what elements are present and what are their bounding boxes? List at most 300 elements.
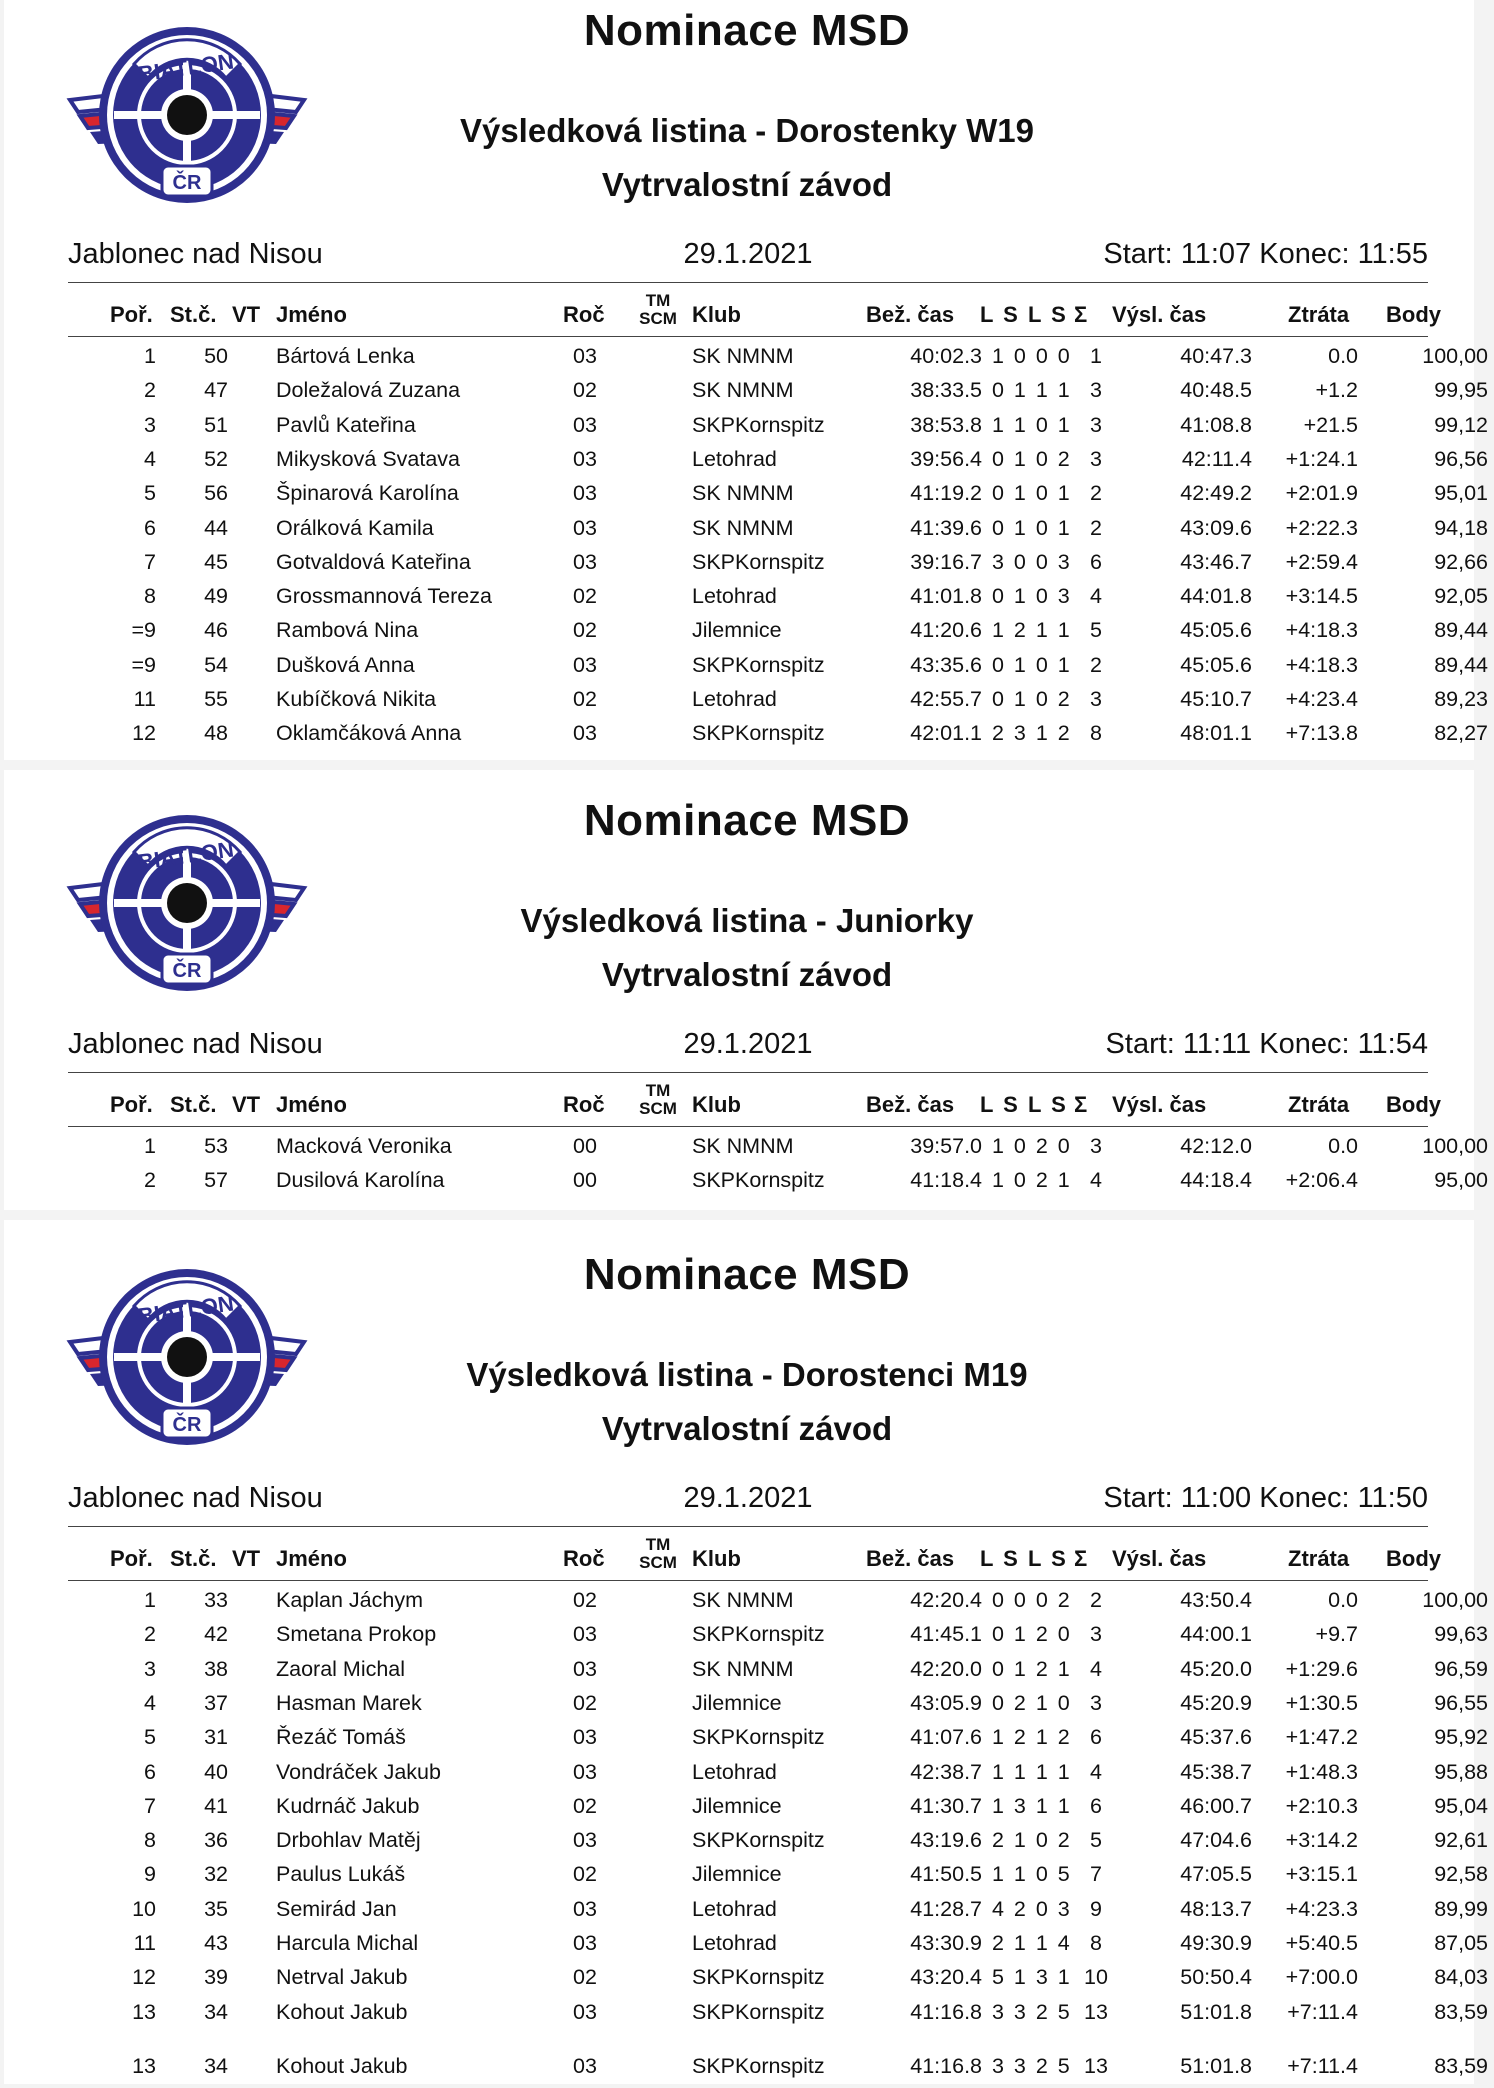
race-meta: [68, 1482, 1428, 1522]
result-time: 44:00.1: [1180, 1622, 1252, 1647]
points: 95,00: [1434, 1168, 1488, 1193]
penalty-sum: 6: [1090, 1725, 1102, 1750]
rank: 9: [144, 1862, 156, 1887]
club: SKPKornspitz: [692, 2054, 825, 2078]
header-rank: Poř.: [110, 1092, 153, 1117]
penalty-sum: 10: [1084, 1965, 1108, 1990]
penalty-sum: 3: [1090, 1622, 1102, 1647]
athlete-name: Orálková Kamila: [276, 515, 434, 540]
athlete-name: Paulus Lukáš: [276, 1862, 406, 1887]
ski-time: 43:35.6: [910, 652, 982, 677]
time-behind: +7:13.8: [1285, 721, 1358, 746]
athlete-name: Mikysková Svatava: [276, 446, 461, 471]
rank: 1: [144, 1588, 156, 1612]
ski-time: 41:01.8: [910, 584, 982, 609]
shooting-penalties: 2 3 1 2: [992, 721, 1071, 746]
ski-time: 41:18.4: [910, 1168, 982, 1193]
ski-time: 41:39.6: [910, 515, 982, 540]
rank: 4: [144, 446, 156, 471]
ski-time: 41:19.2: [910, 481, 982, 506]
rank: 7: [144, 549, 156, 574]
start-number: 57: [204, 1168, 228, 1193]
rank: 5: [144, 1725, 156, 1750]
result-time: 45:05.6: [1180, 618, 1252, 643]
points: 100,00: [1422, 1588, 1488, 1612]
ski-time: 42:55.7: [910, 687, 982, 711]
result-time: 50:50.4: [1180, 1965, 1252, 1990]
penalty-sum: 2: [1090, 481, 1102, 506]
athlete-name: Kohout Jakub: [276, 2054, 408, 2078]
ski-time: 43:19.6: [910, 1828, 982, 1853]
penalty-sum: 9: [1090, 1896, 1102, 1921]
ski-time: 41:28.7: [910, 1896, 982, 1921]
ski-time: 39:57.0: [910, 1134, 982, 1158]
shooting-penalties: 1 2 1 1: [992, 618, 1071, 643]
divider: [68, 1126, 1428, 1127]
time-behind: +2:59.4: [1285, 549, 1358, 574]
rank: 7: [144, 1793, 156, 1818]
club: Letohrad: [692, 1896, 777, 1921]
rank: 4: [144, 1690, 156, 1715]
start-number: 47: [204, 378, 228, 403]
logo-bottom-text: ČR: [172, 960, 202, 982]
header-start-number: St.č.: [170, 1546, 217, 1571]
time-behind: +7:00.0: [1285, 1965, 1358, 1990]
athlete-name: Doležalová Zuzana: [276, 378, 461, 403]
shooting-penalties: 4 2 0 3: [992, 1896, 1071, 1921]
venue: Jablonec nad Nisou: [68, 1482, 323, 1514]
table-row: [68, 687, 1488, 721]
penalty-sum: 3: [1090, 1690, 1102, 1715]
logo-bottom-text: ČR: [172, 1414, 202, 1436]
table-row: [68, 1588, 1488, 1622]
time-behind: +7:11.4: [1287, 2054, 1358, 2078]
race-date: 29.1.2021: [683, 238, 813, 270]
time-behind: 0.0: [1328, 344, 1358, 368]
shooting-penalties: 0 1 0 2: [992, 446, 1071, 471]
club: SKPKornspitz: [692, 1999, 825, 2024]
athlete-name: Vondráček Jakub: [276, 1759, 441, 1784]
table-row: [68, 1168, 1488, 1202]
points: 83,59: [1434, 1999, 1488, 2024]
birth-year: 02: [573, 1965, 597, 1990]
start-number: 34: [204, 1999, 228, 2024]
table-row: [68, 618, 1488, 652]
header-vt: VT: [232, 1092, 261, 1117]
result-time: 44:01.8: [1180, 584, 1252, 609]
club: SKPKornspitz: [692, 721, 825, 746]
start-number: 53: [204, 1134, 228, 1158]
rank: 12: [132, 721, 156, 746]
start-end-time: Start: 11:11 Konec: 11:54: [1105, 1028, 1428, 1060]
header-sum: Σ: [1074, 1092, 1088, 1117]
penalty-sum: 8: [1090, 1931, 1102, 1955]
header-rank: Poř.: [110, 302, 153, 327]
club: SK NMNM: [692, 515, 794, 540]
points: 95,04: [1434, 1793, 1488, 1818]
header-ski-time: Bež. čas: [866, 1092, 955, 1117]
divider: [68, 1072, 1428, 1073]
result-time: 42:12.0: [1180, 1134, 1252, 1158]
start-number: 32: [204, 1862, 228, 1887]
header-shooting: L S L S: [980, 302, 1068, 327]
table-row: [68, 1828, 1488, 1862]
start-number: 38: [204, 1656, 228, 1681]
rank: 1: [144, 344, 156, 368]
logo-top-text: BIATLON: [136, 836, 236, 875]
start-number: 37: [204, 1690, 228, 1715]
start-end-time: Start: 11:00 Konec: 11:50: [1103, 1482, 1428, 1514]
results-list-title: Výsledková listina - Dorostenci M19: [466, 1356, 1028, 1393]
header-vt: VT: [232, 302, 261, 327]
start-number: 41: [204, 1793, 228, 1818]
time-behind: +7:11.4: [1287, 1999, 1358, 2024]
results-list-title: Výsledková listina - Juniorky: [520, 902, 974, 939]
result-time: 45:20.0: [1180, 1656, 1252, 1681]
result-time: 45:37.6: [1180, 1725, 1252, 1750]
result-time: 45:38.7: [1180, 1759, 1252, 1784]
athlete-name: Bártová Lenka: [276, 344, 415, 368]
result-time: 51:01.8: [1180, 1999, 1252, 2024]
header-result-time: Výsl. čas: [1112, 1546, 1207, 1571]
athlete-name: Dušková Anna: [276, 652, 415, 677]
shooting-penalties: 2 1 1 4: [992, 1931, 1071, 1955]
table-row: [68, 344, 1488, 378]
divider: [68, 1526, 1428, 1527]
points: 87,05: [1434, 1931, 1488, 1955]
table-row: [68, 515, 1488, 550]
points: 92,05: [1434, 584, 1488, 609]
points: 96,55: [1434, 1690, 1488, 1715]
points: 95,88: [1434, 1759, 1488, 1784]
penalty-sum: 2: [1090, 515, 1102, 540]
result-time: 45:10.7: [1180, 687, 1252, 711]
divider: [68, 336, 1428, 337]
start-number: 34: [204, 2054, 228, 2078]
ski-time: 42:01.1: [910, 721, 982, 746]
ski-time: 41:16.8: [910, 2054, 982, 2078]
penalty-sum: 3: [1090, 1134, 1102, 1158]
start-number: 50: [204, 344, 228, 368]
header-tm-scm: TM SCM: [639, 1081, 677, 1118]
points: 84,03: [1434, 1965, 1488, 1990]
athlete-name: Kaplan Jáchym: [276, 1588, 423, 1612]
start-number: 44: [204, 515, 228, 540]
header-vt: VT: [232, 1546, 261, 1571]
table-row: [68, 481, 1488, 515]
club: Letohrad: [692, 687, 777, 711]
header-points: Body: [1386, 1546, 1441, 1571]
table-row: [68, 584, 1488, 618]
shooting-penalties: 3 3 2 5: [992, 2054, 1071, 2078]
race-meta: [68, 238, 1428, 278]
ski-time: 40:02.3: [910, 344, 982, 368]
points: 96,56: [1434, 446, 1488, 471]
table-header: [68, 288, 1441, 338]
shooting-penalties: 1 0 0 0: [992, 344, 1071, 368]
ski-time: 41:20.6: [910, 618, 982, 643]
start-number: 46: [204, 618, 228, 643]
start-number: 39: [204, 1965, 228, 1990]
birth-year: 02: [573, 1862, 597, 1887]
race-meta: [68, 1028, 1428, 1068]
table-row: [68, 1862, 1488, 1896]
birth-year: 03: [573, 344, 597, 368]
shooting-penalties: 0 2 1 0: [992, 1690, 1071, 1715]
result-time: 49:30.9: [1180, 1931, 1252, 1955]
result-time: 40:47.3: [1180, 344, 1252, 368]
rank: 5: [144, 481, 156, 506]
shooting-penalties: 1 0 2 0: [992, 1134, 1071, 1158]
header-sum: Σ: [1074, 302, 1088, 327]
penalty-sum: 3: [1090, 378, 1102, 403]
shooting-penalties: 0 1 0 1: [992, 481, 1071, 506]
result-time: 48:13.7: [1180, 1896, 1252, 1921]
rank: =9: [131, 652, 156, 677]
logo-bottom-text: ČR: [172, 172, 202, 194]
start-number: 52: [204, 446, 228, 471]
points: 92,61: [1434, 1828, 1488, 1853]
header-rank: Poř.: [110, 1546, 153, 1571]
result-time: 42:11.4: [1181, 446, 1252, 471]
race-name: Vytrvalostní závod: [601, 1410, 893, 1447]
rank: 6: [144, 515, 156, 540]
rank: 2: [144, 1622, 156, 1647]
time-behind: +1.2: [1315, 378, 1358, 403]
points: 95,92: [1434, 1725, 1488, 1750]
penalty-sum: 2: [1090, 1588, 1102, 1612]
header-year: Roč: [563, 1546, 605, 1571]
table-row: [68, 1896, 1488, 1931]
nomination-title: Nominace MSD: [583, 1250, 911, 1299]
result-time: 43:46.7: [1180, 549, 1252, 574]
birth-year: 03: [573, 2054, 597, 2078]
table-row: [68, 1793, 1488, 1828]
athlete-name: Řezáč Tomáš: [276, 1725, 406, 1750]
athlete-name: Kohout Jakub: [276, 1999, 408, 2024]
points: 92,66: [1434, 549, 1488, 574]
header-time-behind: Ztráta: [1288, 302, 1350, 327]
table-row: [68, 1999, 1488, 2034]
penalty-sum: 3: [1090, 446, 1102, 471]
shooting-penalties: 0 1 1 1: [992, 378, 1071, 403]
ski-time: 42:38.7: [910, 1759, 982, 1784]
birth-year: 03: [573, 1828, 597, 1853]
birth-year: 02: [573, 1588, 597, 1612]
shooting-penalties: 0 1 0 1: [992, 515, 1071, 540]
penalty-sum: 7: [1090, 1862, 1102, 1887]
club: SKPKornspitz: [692, 1725, 825, 1750]
points: 83,59: [1434, 2054, 1488, 2078]
table-row: [68, 1759, 1488, 1794]
header-time-behind: Ztráta: [1288, 1546, 1350, 1571]
header-start-number: St.č.: [170, 1092, 217, 1117]
ski-time: 43:30.9: [910, 1931, 982, 1955]
penalty-sum: 8: [1090, 721, 1102, 746]
result-time: 43:50.4: [1180, 1588, 1252, 1612]
table-row: [68, 1965, 1488, 1999]
table-row: [68, 2054, 1488, 2088]
points: 99,95: [1434, 378, 1488, 403]
ski-time: 38:33.5: [910, 378, 982, 403]
club: Letohrad: [692, 446, 777, 471]
athlete-name: Grossmannová Tereza: [276, 584, 492, 609]
club: Jilemnice: [692, 1862, 782, 1887]
rank: 2: [144, 1168, 156, 1193]
penalty-sum: 4: [1090, 1656, 1102, 1681]
header-tm-scm: TM SCM: [639, 291, 677, 328]
venue: Jablonec nad Nisou: [68, 238, 323, 270]
points: 95,01: [1434, 481, 1488, 506]
start-number: 36: [204, 1828, 228, 1853]
rank: 8: [144, 584, 156, 609]
nomination-title: Nominace MSD: [583, 796, 911, 845]
start-number: 43: [204, 1931, 228, 1955]
time-behind: 0.0: [1328, 1134, 1358, 1158]
rank: 8: [144, 1828, 156, 1853]
time-behind: +4:18.3: [1285, 652, 1358, 677]
rank: 10: [132, 1896, 156, 1921]
start-end-time: Start: 11:07 Konec: 11:55: [1103, 238, 1428, 270]
header-name: Jméno: [276, 1546, 347, 1571]
header-points: Body: [1386, 1092, 1441, 1117]
club: Jilemnice: [692, 618, 782, 643]
club: Letohrad: [692, 1759, 777, 1784]
athlete-name: Pavlů Kateřina: [276, 412, 416, 437]
results-list-title: Výsledková listina - Dorostenky W19: [459, 112, 1035, 149]
penalty-sum: 1: [1090, 344, 1102, 368]
club: Jilemnice: [692, 1690, 782, 1715]
athlete-name: Dusilová Karolína: [276, 1168, 445, 1193]
result-time: 43:09.6: [1180, 515, 1252, 540]
time-behind: +2:10.3: [1285, 1793, 1358, 1818]
table-row: [68, 549, 1488, 584]
table-row: [68, 446, 1488, 481]
result-time: 40:48.5: [1180, 378, 1252, 403]
athlete-name: Drbohlav Matěj: [276, 1828, 421, 1853]
header-tm-scm: TM SCM: [639, 1535, 677, 1572]
table-row: [68, 1725, 1488, 1759]
header-year: Roč: [563, 302, 605, 327]
athlete-name: Špinarová Karolína: [276, 481, 459, 506]
birth-year: 02: [573, 378, 597, 403]
time-behind: +21.5: [1303, 412, 1358, 437]
header-sum: Σ: [1074, 1546, 1088, 1571]
ski-time: 41:45.1: [910, 1622, 982, 1647]
points: 99,12: [1434, 412, 1488, 437]
shooting-penalties: 5 1 3 1: [992, 1965, 1071, 1990]
birth-year: 02: [573, 687, 597, 711]
club: SK NMNM: [692, 1588, 794, 1612]
header-shooting: L S L S: [980, 1546, 1068, 1571]
birth-year: 03: [573, 1656, 597, 1681]
shooting-penalties: 0 1 2 1: [992, 1656, 1071, 1681]
points: 82,27: [1434, 721, 1488, 746]
penalty-sum: 5: [1090, 618, 1102, 643]
shooting-penalties: 0 1 0 3: [992, 584, 1071, 609]
header-name: Jméno: [276, 1092, 347, 1117]
rank: 3: [144, 1656, 156, 1681]
shooting-penalties: 1 2 1 2: [992, 1725, 1071, 1750]
birth-year: 00: [573, 1168, 597, 1193]
time-behind: +2:01.9: [1285, 481, 1358, 506]
race-date: 29.1.2021: [683, 1482, 813, 1514]
club: SK NMNM: [692, 481, 794, 506]
time-behind: +1:24.1: [1285, 446, 1358, 471]
club: SKPKornspitz: [692, 1168, 825, 1193]
birth-year: 03: [573, 446, 597, 471]
divider: [68, 1580, 1428, 1581]
time-behind: +1:30.5: [1285, 1690, 1358, 1715]
club: SKPKornspitz: [692, 652, 825, 677]
logo-top-text: BIATLON: [136, 48, 236, 87]
birth-year: 03: [573, 652, 597, 677]
points: 96,59: [1434, 1656, 1488, 1681]
points: 94,18: [1434, 515, 1488, 540]
result-time: 47:04.6: [1180, 1828, 1252, 1853]
table-header: [68, 1078, 1441, 1128]
shooting-penalties: 0 1 2 0: [992, 1622, 1071, 1647]
time-behind: +4:18.3: [1285, 618, 1358, 643]
athlete-name: Netrval Jakub: [276, 1965, 408, 1990]
birth-year: 03: [573, 1999, 597, 2024]
athlete-name: Hasman Marek: [276, 1690, 422, 1715]
penalty-sum: 4: [1090, 1168, 1102, 1193]
rank: 11: [133, 687, 156, 711]
ski-time: 43:20.4: [910, 1965, 982, 1990]
ski-time: 41:30.7: [910, 1793, 982, 1818]
athlete-name: Zaoral Michal: [276, 1656, 406, 1681]
rank: =9: [131, 618, 156, 643]
header-year: Roč: [563, 1092, 605, 1117]
birth-year: 02: [573, 1690, 597, 1715]
header-club: Klub: [692, 302, 741, 327]
start-number: 49: [204, 584, 228, 609]
result-time: 42:49.2: [1180, 481, 1252, 506]
rank: 13: [132, 1999, 156, 2024]
athlete-name: Rambová Nina: [276, 618, 419, 643]
rank: 6: [144, 1759, 156, 1784]
table-header: [68, 1532, 1441, 1582]
athlete-name: Kubíčková Nikita: [276, 687, 437, 711]
penalty-sum: 4: [1090, 1759, 1102, 1784]
table-row: [68, 652, 1488, 687]
birth-year: 03: [573, 1896, 597, 1921]
rank: 2: [144, 378, 156, 403]
shooting-penalties: 0 1 0 1: [992, 652, 1071, 677]
points: 89,44: [1434, 652, 1488, 677]
points: 100,00: [1422, 344, 1488, 368]
shooting-penalties: 2 1 0 2: [992, 1828, 1071, 1853]
ski-time: 41:50.5: [910, 1862, 982, 1887]
birth-year: 03: [573, 515, 597, 540]
table-row: [68, 1690, 1488, 1725]
athlete-name: Oklamčáková Anna: [276, 721, 462, 746]
result-time: 46:00.7: [1180, 1793, 1252, 1818]
shooting-penalties: 0 1 0 2: [992, 687, 1071, 711]
venue: Jablonec nad Nisou: [68, 1028, 323, 1060]
header-club: Klub: [692, 1546, 741, 1571]
club: SK NMNM: [692, 378, 794, 403]
time-behind: +3:15.1: [1285, 1862, 1358, 1887]
start-number: 55: [204, 687, 228, 711]
time-behind: +4:23.3: [1285, 1896, 1358, 1921]
time-behind: +1:29.6: [1285, 1656, 1358, 1681]
rank: 11: [133, 1931, 156, 1955]
time-behind: +2:22.3: [1285, 515, 1358, 540]
athlete-name: Gotvaldová Kateřina: [276, 549, 471, 574]
penalty-sum: 4: [1090, 584, 1102, 609]
